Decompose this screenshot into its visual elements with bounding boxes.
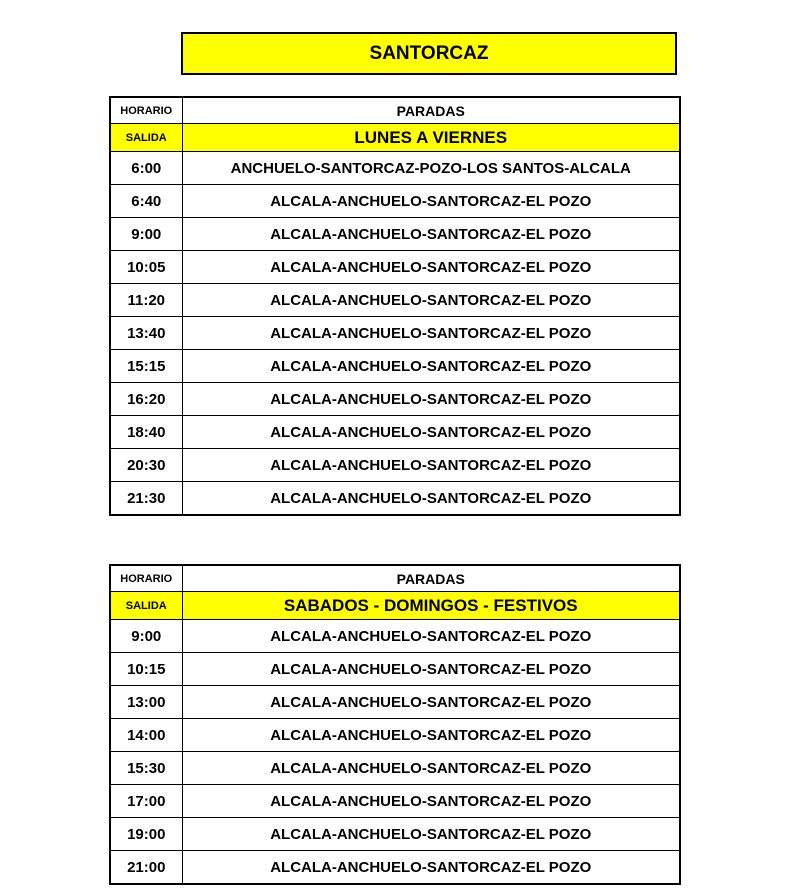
table-row xyxy=(110,350,680,383)
route-stops: ALCALA-ANCHUELO-SANTORCAZ-EL POZO xyxy=(182,785,680,818)
table-row xyxy=(110,416,680,449)
departure-time: 6:40 xyxy=(110,185,182,218)
departure-time: 19:00 xyxy=(110,818,182,851)
departure-time: 13:40 xyxy=(110,317,182,350)
route-stops: ALCALA-ANCHUELO-SANTORCAZ-EL POZO xyxy=(182,752,680,785)
table-row xyxy=(110,251,680,284)
table-header-row xyxy=(110,565,680,592)
table-row xyxy=(110,383,680,416)
table-row xyxy=(110,317,680,350)
route-stops: ALCALA-ANCHUELO-SANTORCAZ-EL POZO xyxy=(182,851,680,885)
table-row xyxy=(110,719,680,752)
table-row xyxy=(110,785,680,818)
route-stops: ALCALA-ANCHUELO-SANTORCAZ-EL POZO xyxy=(182,719,680,752)
route-stops: ALCALA-ANCHUELO-SANTORCAZ-EL POZO xyxy=(182,686,680,719)
route-stops: ALCALA-ANCHUELO-SANTORCAZ-EL POZO xyxy=(182,284,680,317)
subheader-salida: SALIDA xyxy=(110,592,182,620)
route-stops: ALCALA-ANCHUELO-SANTORCAZ-EL POZO xyxy=(182,482,680,516)
departure-time: 20:30 xyxy=(110,449,182,482)
departure-time: 21:00 xyxy=(110,851,182,885)
departure-time: 9:00 xyxy=(110,218,182,251)
subheader-days: SABADOS - DOMINGOS - FESTIVOS xyxy=(182,592,680,620)
header-horario: HORARIO xyxy=(110,565,182,592)
route-stops: ALCALA-ANCHUELO-SANTORCAZ-EL POZO xyxy=(182,449,680,482)
departure-time: 21:30 xyxy=(110,482,182,516)
departure-time: 17:00 xyxy=(110,785,182,818)
table-row xyxy=(110,185,680,218)
departure-time: 13:00 xyxy=(110,686,182,719)
table-row xyxy=(110,449,680,482)
table-row xyxy=(110,482,680,516)
departure-time: 14:00 xyxy=(110,719,182,752)
departure-time: 6:00 xyxy=(110,152,182,185)
route-stops: ALCALA-ANCHUELO-SANTORCAZ-EL POZO xyxy=(182,350,680,383)
header-paradas: PARADAS xyxy=(182,97,680,124)
table-row xyxy=(110,284,680,317)
header-horario: HORARIO xyxy=(110,97,182,124)
route-stops: ANCHUELO-SANTORCAZ-POZO-LOS SANTOS-ALCALA xyxy=(182,152,680,185)
weekend-schedule-table xyxy=(109,564,681,885)
table-row xyxy=(110,620,680,653)
route-stops: ALCALA-ANCHUELO-SANTORCAZ-EL POZO xyxy=(182,317,680,350)
table-row xyxy=(110,218,680,251)
table-row xyxy=(110,851,680,885)
departure-time: 16:20 xyxy=(110,383,182,416)
route-stops: ALCALA-ANCHUELO-SANTORCAZ-EL POZO xyxy=(182,818,680,851)
header-paradas: PARADAS xyxy=(182,565,680,592)
subheader-salida: SALIDA xyxy=(110,124,182,152)
departure-time: 11:20 xyxy=(110,284,182,317)
weekday-schedule-table xyxy=(109,96,681,516)
table-header-row xyxy=(110,97,680,124)
route-stops: ALCALA-ANCHUELO-SANTORCAZ-EL POZO xyxy=(182,653,680,686)
route-stops: ALCALA-ANCHUELO-SANTORCAZ-EL POZO xyxy=(182,218,680,251)
table-row xyxy=(110,818,680,851)
page-title: SANTORCAZ xyxy=(181,32,677,75)
departure-time: 15:30 xyxy=(110,752,182,785)
table-row xyxy=(110,152,680,185)
route-stops: ALCALA-ANCHUELO-SANTORCAZ-EL POZO xyxy=(182,620,680,653)
route-stops: ALCALA-ANCHUELO-SANTORCAZ-EL POZO xyxy=(182,383,680,416)
route-stops: ALCALA-ANCHUELO-SANTORCAZ-EL POZO xyxy=(182,185,680,218)
table-subheader-row xyxy=(110,592,680,620)
route-stops: ALCALA-ANCHUELO-SANTORCAZ-EL POZO xyxy=(182,251,680,284)
table-row xyxy=(110,752,680,785)
table-row xyxy=(110,653,680,686)
table-row xyxy=(110,686,680,719)
table-subheader-row xyxy=(110,124,680,152)
departure-time: 18:40 xyxy=(110,416,182,449)
route-stops: ALCALA-ANCHUELO-SANTORCAZ-EL POZO xyxy=(182,416,680,449)
subheader-days: LUNES A VIERNES xyxy=(182,124,680,152)
departure-time: 10:15 xyxy=(110,653,182,686)
departure-time: 9:00 xyxy=(110,620,182,653)
departure-time: 10:05 xyxy=(110,251,182,284)
departure-time: 15:15 xyxy=(110,350,182,383)
